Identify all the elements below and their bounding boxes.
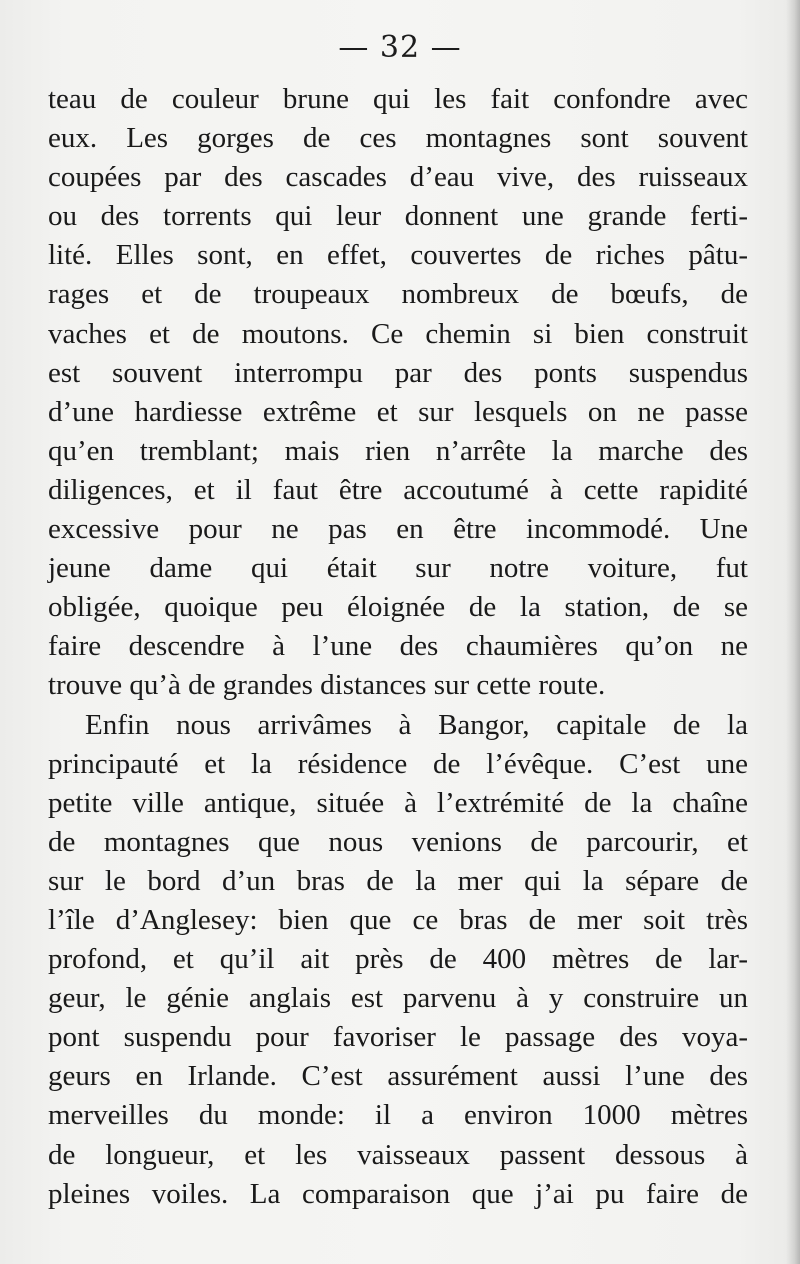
text-line: coupées par des cascades d’eau vive, des ruisseaux [48,161,748,194]
text-line: pleines voiles. La comparaison que j’ai pu faire de [48,1177,748,1210]
text-line: faire descendre à l’une des chaumières qu’on ne [48,630,748,663]
text-line: merveilles du monde: il a environ 1000 mètres [48,1099,748,1132]
text-line: profond, et qu’il ait près de 400 mètres de lar- [48,943,748,976]
text-line: jeune dame qui était sur notre voiture, fut [48,552,748,585]
text-line: ou des torrents qui leur donnent une grande ferti- [48,200,748,233]
text-line: diligences, et il faut être accoutumé à cette rapidité [48,473,748,506]
text-line: de longueur, et les vaisseaux passent dessous à [48,1138,748,1171]
text-line: l’île d’Anglesey: bien que ce bras de mer soit très [48,903,748,936]
text-line: trouve qu’à de grandes distances sur cette route. [48,669,606,702]
body-text [48,80,748,1214]
text-line: est souvent interrompu par des ponts suspendus [48,356,748,389]
text-line: geur, le génie anglais est parvenu à y construire un [48,982,748,1015]
text-line: Enfin nous arrivâmes à Bangor, capitale de la [85,708,748,741]
text-line: principauté et la résidence de l’évêque. C’est une [48,747,748,780]
text-line: petite ville antique, située à l’extrémité de la chaîne [48,786,748,819]
page-number: — 32 — [338,30,462,65]
text-line: eux. Les gorges de ces montagnes sont souvent [48,122,748,155]
text-line: pont suspendu pour favoriser le passage des voya- [48,1021,748,1054]
text-line: teau de couleur brune qui les fait confondre avec [48,83,748,115]
text-line: sur le bord d’un bras de la mer qui la sépare de [48,864,748,897]
text-line: qu’en tremblant; mais rien n’arrête la marche des [48,434,748,467]
text-line: d’une hardiesse extrême et sur lesquels on ne passe [48,395,748,428]
text-line: lité. Elles sont, en effet, couvertes de riches pâtu- [48,239,748,272]
text-line: de montagnes que nous venions de parcourir, et [48,825,748,858]
text-line: excessive pour ne pas en être incommodé. Une [48,513,748,546]
text-line: geurs en Irlande. C’est assurément aussi l’une des [48,1060,748,1093]
text-line: rages et de troupeaux nombreux de bœufs, de [48,278,748,311]
text-line: obligée, quoique peu éloignée de la station, de se [48,591,748,624]
text-line: vaches et de moutons. Ce chemin si bien construit [48,317,748,350]
page-edge-shadow [786,0,800,1264]
